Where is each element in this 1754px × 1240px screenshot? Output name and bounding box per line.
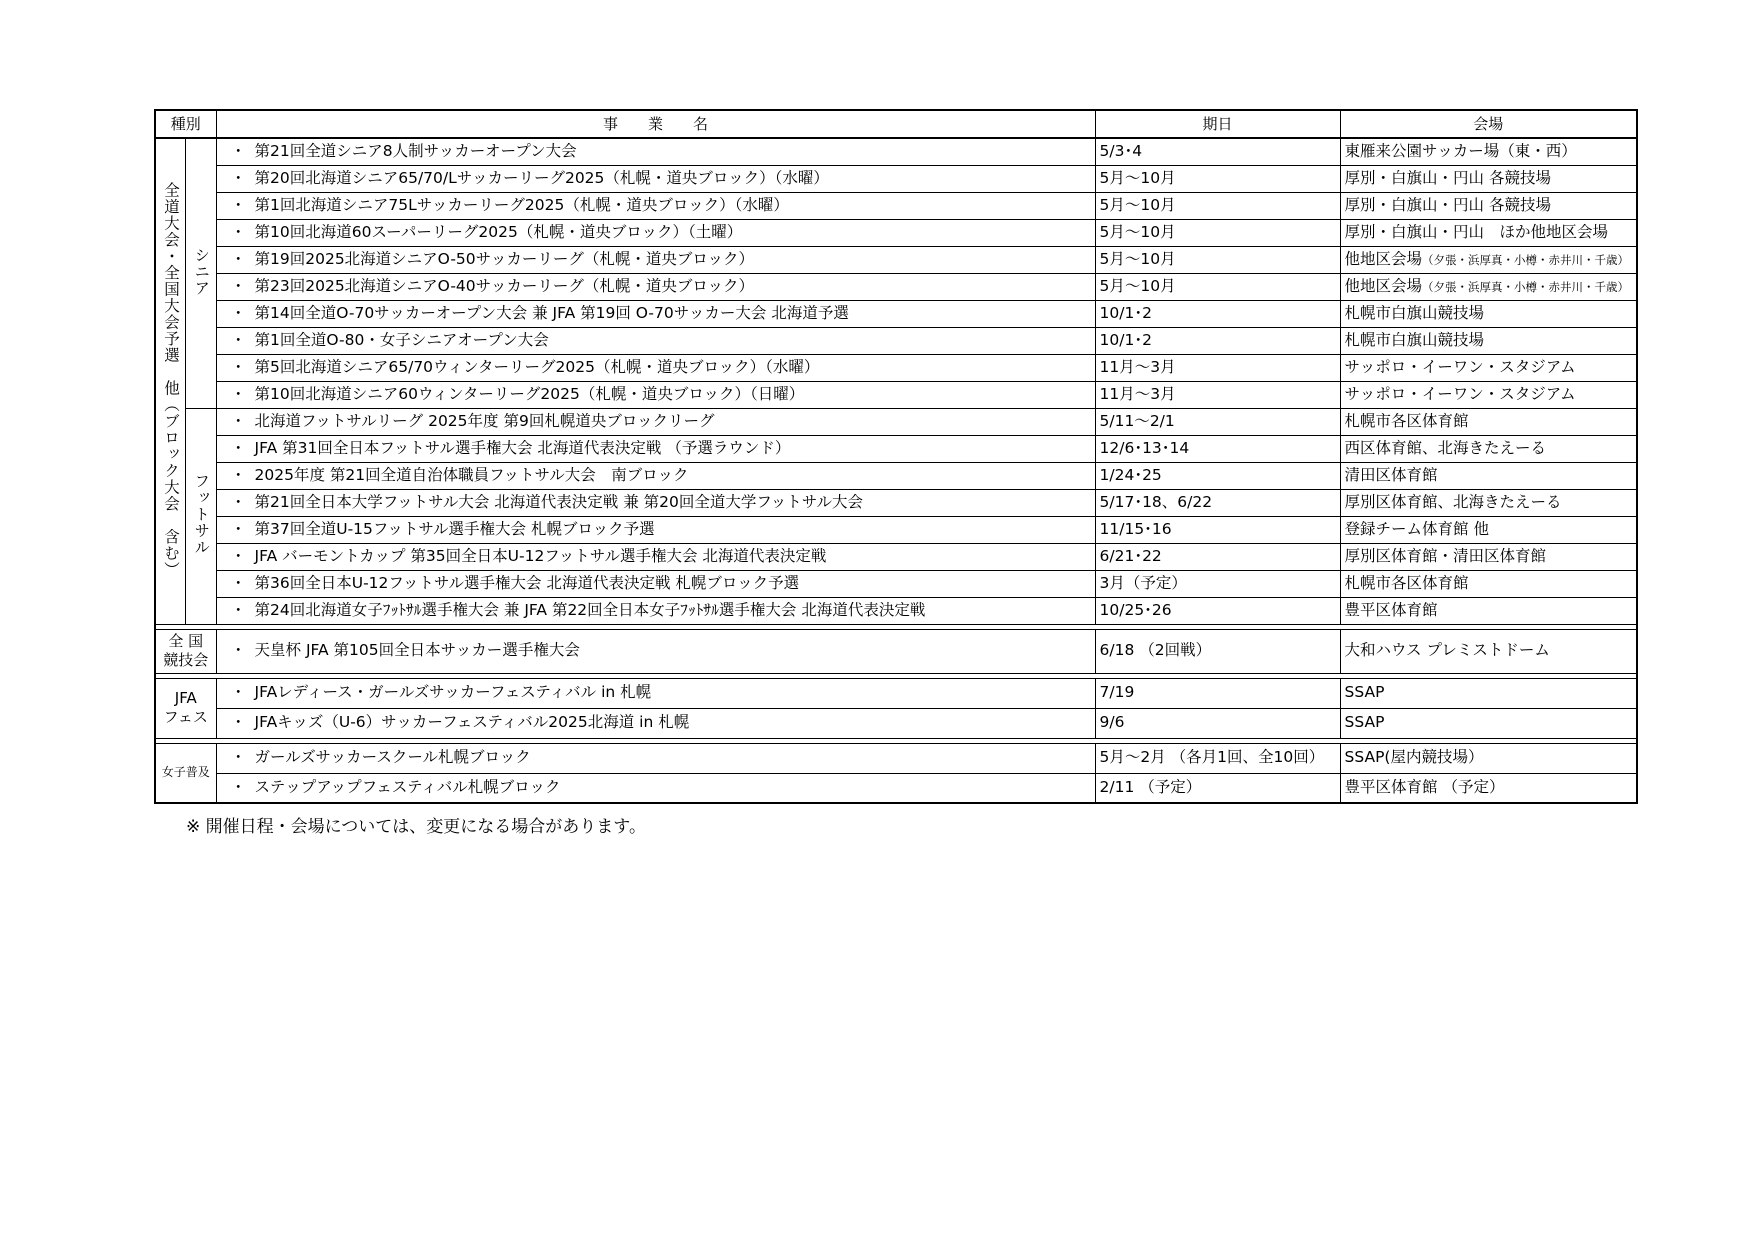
- bullet: ・: [230, 384, 247, 403]
- table-row: [155, 629, 1637, 673]
- event-name-cell: [216, 381, 1095, 408]
- event-venue-cell: [1340, 408, 1637, 435]
- event-venue: 豊平区体育館 （予定）: [1344, 778, 1505, 796]
- bullet: ・: [230, 573, 247, 592]
- table-row: [155, 165, 1637, 192]
- table-row: [155, 354, 1637, 381]
- event-name: 2025年度 第21回全道自治体職員フットサル大会 南ブロック: [254, 465, 689, 484]
- event-name: 第14回全道O-70サッカーオープン大会 兼 JFA 第19回 O-70サッカー大会 北海道予選: [254, 303, 849, 322]
- event-date: 1/24･25: [1095, 462, 1340, 489]
- national-group: [155, 629, 216, 673]
- table-row: [155, 381, 1637, 408]
- event-venue-cell: [1340, 743, 1637, 773]
- event-date: 11月～3月: [1095, 354, 1340, 381]
- event-venue-cell: [1340, 165, 1637, 192]
- event-venue: 豊平区体育館: [1344, 600, 1438, 619]
- bullet: ・: [230, 546, 247, 565]
- table-row: [155, 435, 1637, 462]
- event-name-cell: [216, 219, 1095, 246]
- futsal-group: [185, 408, 216, 624]
- event-date: 11月～3月: [1095, 381, 1340, 408]
- bullet: ・: [230, 303, 247, 322]
- event-name: 第5回北海道シニア65/70ウィンターリーグ2025（札幌・道央ブロック）（水曜）: [254, 357, 820, 376]
- event-venue-note: （夕張・浜厚真・小樽・赤井川・千歳）: [1422, 252, 1630, 267]
- event-venue: SSAP: [1344, 683, 1385, 702]
- event-date: 10/25･26: [1095, 597, 1340, 624]
- bullet: ・: [230, 713, 247, 732]
- event-venue-cell: [1340, 629, 1637, 673]
- event-date: 5月～10月: [1095, 273, 1340, 300]
- event-venue-cell: [1340, 192, 1637, 219]
- event-venue: サッポロ・イーワン・スタジアム: [1344, 384, 1576, 403]
- table-row: [155, 246, 1637, 273]
- table-row: [155, 708, 1637, 738]
- event-name: 第21回全日本大学フットサル大会 北海道代表決定戦 兼 第20回全道大学フットサル大会: [254, 492, 864, 511]
- event-name-cell: [216, 354, 1095, 381]
- event-venue-cell: [1340, 543, 1637, 570]
- event-date: 11/15･16: [1095, 516, 1340, 543]
- event-date: 10/1･2: [1095, 300, 1340, 327]
- bullet: ・: [230, 748, 247, 767]
- event-venue: 札幌市各区体育館: [1344, 573, 1469, 592]
- girls-group-label: 女子普及: [161, 765, 210, 780]
- event-venue: 清田区体育館: [1344, 465, 1438, 484]
- event-venue-cell: [1340, 354, 1637, 381]
- header-venue: 会場: [1340, 110, 1637, 138]
- event-name: 第36回全日本U-12フットサル選手権大会 北海道代表決定戦 札幌ブロック予選: [254, 573, 800, 592]
- table-row: [155, 678, 1637, 708]
- bullet: ・: [230, 276, 247, 295]
- event-venue-cell: [1340, 678, 1637, 708]
- event-name: 第23回2025北海道シニアO-40サッカーリーグ（札幌・道央ブロック）: [254, 276, 755, 295]
- event-date: 5月～10月: [1095, 219, 1340, 246]
- event-date: 5/3･4: [1095, 138, 1340, 165]
- table-row: [155, 489, 1637, 516]
- event-venue: 厚別区体育館、北海きたえーる: [1344, 492, 1562, 511]
- bullet: ・: [230, 492, 247, 511]
- event-venue-cell: [1340, 246, 1637, 273]
- event-name: ガールズサッカースクール札幌ブロック: [254, 748, 531, 767]
- table-row: [155, 597, 1637, 624]
- event-venue-cell: [1340, 381, 1637, 408]
- event-venue: 西区体育館、北海きたえーる: [1344, 438, 1547, 457]
- event-name-cell: [216, 246, 1095, 273]
- bullet: ・: [230, 222, 247, 241]
- event-venue: 登録チーム体育館 他: [1344, 519, 1489, 538]
- table-row: [155, 138, 1637, 165]
- event-name-cell: [216, 462, 1095, 489]
- table-row: [155, 773, 1637, 803]
- event-venue-cell: [1340, 597, 1637, 624]
- event-name: ステップアップフェスティバル札幌ブロック: [254, 778, 561, 796]
- event-date: 3月（予定）: [1095, 570, 1340, 597]
- bullet: ・: [230, 249, 247, 268]
- event-name-cell: [216, 570, 1095, 597]
- table-row: [155, 743, 1637, 773]
- event-date: 10/1･2: [1095, 327, 1340, 354]
- table-row: [155, 408, 1637, 435]
- event-venue: 東雁来公園サッカー場（東・西）: [1344, 142, 1577, 160]
- event-name: 北海道フットサルリーグ 2025年度 第9回札幌道央ブロックリーグ: [254, 411, 715, 430]
- table-row: [155, 219, 1637, 246]
- footnote: ※ 開催日程・会場については、変更になる場合があります。: [186, 817, 646, 837]
- event-name-cell: [216, 273, 1095, 300]
- event-name-cell: [216, 678, 1095, 708]
- event-name-cell: [216, 743, 1095, 773]
- event-name-cell: [216, 408, 1095, 435]
- schedule-table: [154, 109, 1638, 804]
- header-type: 種別: [155, 110, 216, 138]
- event-venue: 札幌市白旗山競技場: [1344, 303, 1485, 322]
- table-row: [155, 570, 1637, 597]
- event-venue: 札幌市白旗山競技場: [1344, 330, 1485, 349]
- event-name-cell: [216, 165, 1095, 192]
- bullet: ・: [230, 600, 247, 619]
- bullet: ・: [230, 778, 247, 796]
- event-name-cell: [216, 516, 1095, 543]
- event-name: 第1回全道O-80・女子シニアオープン大会: [254, 330, 549, 349]
- header-row: [155, 110, 1637, 138]
- fes-group: [155, 678, 216, 738]
- event-name: JFAキッズ（U-6）サッカーフェスティバル2025北海道 in 札幌: [254, 713, 690, 732]
- bullet: ・: [230, 168, 247, 187]
- event-venue-cell: [1340, 273, 1637, 300]
- event-name: 天皇杯 JFA 第105回全日本サッカー選手権大会: [254, 641, 580, 660]
- event-name: 第10回北海道60スーパーリーグ2025（札幌・道央ブロック）（土曜）: [254, 222, 743, 241]
- bullet: ・: [230, 683, 247, 702]
- bullet: ・: [230, 641, 247, 660]
- event-name: 第1回北海道シニア75Lサッカーリーグ2025（札幌・道央ブロック）（水曜）: [254, 195, 789, 214]
- event-name-cell: [216, 708, 1095, 738]
- event-venue-cell: [1340, 708, 1637, 738]
- girls-group: [155, 743, 216, 803]
- table-row: [155, 327, 1637, 354]
- event-venue: SSAP: [1344, 713, 1385, 732]
- table-row: [155, 300, 1637, 327]
- table-body: [155, 138, 1637, 803]
- bullet: ・: [230, 142, 247, 160]
- main-group-label: 全道大会・全国大会予選 他（ブロック大会 含む）: [162, 181, 180, 578]
- event-date: 9/6: [1095, 708, 1340, 738]
- table-row: [155, 543, 1637, 570]
- event-venue-cell: [1340, 435, 1637, 462]
- national-group-label: 全 国 競技会: [163, 632, 209, 669]
- event-name: 第24回北海道女子ﾌｯﾄｻﾙ選手権大会 兼 JFA 第22回全日本女子ﾌｯﾄｻﾙ選手権大会 北海道代表決定戦: [254, 600, 926, 619]
- futsal-group-label: フットサル: [192, 473, 211, 556]
- event-name-cell: [216, 597, 1095, 624]
- event-name-cell: [216, 138, 1095, 165]
- event-name: 第20回北海道シニア65/70/Lサッカーリーグ2025（札幌・道央ブロック）（水曜）: [254, 168, 829, 187]
- event-venue-cell: [1340, 219, 1637, 246]
- event-name: JFA バーモントカップ 第35回全日本U-12フットサル選手権大会 北海道代表決定戦: [254, 546, 827, 565]
- event-venue-cell: [1340, 773, 1637, 803]
- event-name: 第37回全道U-15フットサル選手権大会 札幌ブロック予選: [254, 519, 655, 538]
- header-name: 事 業 名: [216, 110, 1095, 138]
- event-venue-cell: [1340, 300, 1637, 327]
- main-group: [155, 138, 185, 624]
- event-date: 6/18 （2回戦）: [1095, 629, 1340, 673]
- event-name-cell: [216, 773, 1095, 803]
- bullet: ・: [230, 438, 247, 457]
- fes-group-label: JFA フェス: [163, 689, 208, 726]
- event-venue-cell: [1340, 516, 1637, 543]
- event-venue-note: （夕張・浜厚真・小樽・赤井川・千歳）: [1422, 279, 1630, 294]
- event-name: 第19回2025北海道シニアO-50サッカーリーグ（札幌・道央ブロック）: [254, 249, 755, 268]
- bullet: ・: [230, 411, 247, 430]
- event-date: 7/19: [1095, 678, 1340, 708]
- event-date: 5/11～2/1: [1095, 408, 1340, 435]
- event-name-cell: [216, 192, 1095, 219]
- event-name: 第10回北海道シニア60ウィンターリーグ2025（札幌・道央ブロック）（日曜）: [254, 384, 805, 403]
- event-venue: 厚別・白旗山・円山 各競技場: [1344, 168, 1551, 187]
- event-name-cell: [216, 629, 1095, 673]
- event-venue: サッポロ・イーワン・スタジアム: [1344, 357, 1576, 376]
- event-name: JFA 第31回全日本フットサル選手権大会 北海道代表決定戦 （予選ラウンド）: [254, 438, 791, 457]
- bullet: ・: [230, 465, 247, 484]
- event-venue-cell: [1340, 138, 1637, 165]
- event-name: JFAレディース・ガールズサッカーフェスティバル in 札幌: [254, 683, 652, 702]
- event-date: 12/6･13･14: [1095, 435, 1340, 462]
- table-row: [155, 192, 1637, 219]
- header-date: 期日: [1095, 110, 1340, 138]
- event-venue: SSAP(屋内競技場）: [1344, 748, 1484, 767]
- event-venue-cell: [1340, 327, 1637, 354]
- event-venue: 厚別区体育館・清田区体育館: [1344, 546, 1547, 565]
- event-date: 2/11 （予定）: [1095, 773, 1340, 803]
- table-row: [155, 462, 1637, 489]
- table-row: [155, 273, 1637, 300]
- event-name-cell: [216, 543, 1095, 570]
- event-name-cell: [216, 327, 1095, 354]
- event-venue: 厚別・白旗山・円山 ほか他地区会場: [1344, 222, 1609, 241]
- event-date: 5/17･18、6/22: [1095, 489, 1340, 516]
- event-venue-cell: [1340, 489, 1637, 516]
- bullet: ・: [230, 357, 247, 376]
- event-name-cell: [216, 435, 1095, 462]
- bullet: ・: [230, 330, 247, 349]
- event-venue: 他地区会場: [1344, 276, 1423, 295]
- event-name: 第21回全道シニア8人制サッカーオープン大会: [254, 142, 577, 160]
- event-date: 5月～10月: [1095, 192, 1340, 219]
- event-venue: 他地区会場: [1344, 249, 1423, 268]
- event-name-cell: [216, 300, 1095, 327]
- event-venue-cell: [1340, 570, 1637, 597]
- bullet: ・: [230, 195, 247, 214]
- event-venue-cell: [1340, 462, 1637, 489]
- event-date: 5月～10月: [1095, 165, 1340, 192]
- bullet: ・: [230, 519, 247, 538]
- event-date: 5月～10月: [1095, 246, 1340, 273]
- event-name-cell: [216, 489, 1095, 516]
- event-date: 5月～2月 （各月1回、全10回）: [1095, 743, 1340, 773]
- table-row: [155, 516, 1637, 543]
- event-venue: 厚別・白旗山・円山 各競技場: [1344, 195, 1551, 214]
- event-date: 6/21･22: [1095, 543, 1340, 570]
- event-venue: 札幌市各区体育館: [1344, 411, 1469, 430]
- senior-group-label: シニア: [192, 246, 211, 297]
- senior-group: [185, 138, 216, 408]
- event-venue: 大和ハウス プレミストドーム: [1344, 641, 1550, 660]
